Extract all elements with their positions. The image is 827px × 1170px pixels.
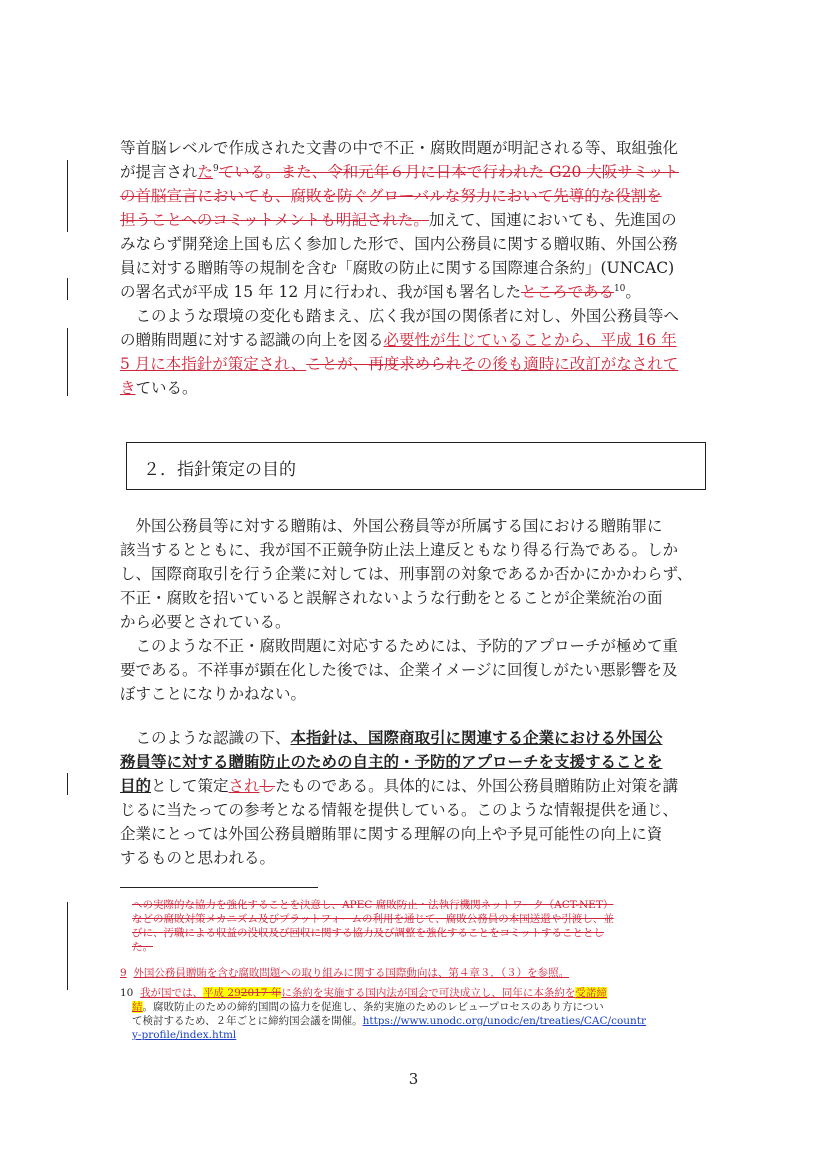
text-line: するものと思われる。	[120, 849, 276, 867]
paragraph-4	[120, 634, 712, 706]
deleted-line: びに、汚職による収益の没収及び回収に関する協力及び調整を強化することをコミットすることとし	[132, 927, 604, 939]
footnote-separator	[120, 887, 318, 888]
inserted-text: 5 月に本指針が策定され、	[120, 355, 307, 373]
text: として策定	[151, 777, 229, 795]
change-bar	[67, 328, 68, 396]
paragraph-5	[120, 726, 712, 870]
text-line	[120, 1000, 712, 1014]
inserted-text: 外国公務員贈賄を含む腐敗問題への取り組みに関する国際動向は、第４章３．（３）を参照。	[133, 967, 570, 979]
text-line	[120, 1028, 712, 1042]
inserted-text: その後も適時に改訂がなされて	[461, 355, 679, 373]
text: の署名式が平成 15 年 12 月に行われ、我が国も署名した	[120, 283, 522, 301]
text: このような認識の下、	[120, 729, 291, 747]
text: 。	[625, 283, 641, 301]
inserted-text: き	[120, 379, 136, 397]
emphasized-line: 務員等に対する贈賄防止のための自主的・予防的アプローチを支援することを	[120, 752, 663, 771]
text: て検討するため、２年ごとに締約国会議を開催。	[132, 1015, 363, 1027]
text-line	[120, 774, 712, 798]
deleted-line: などの腐敗対策メカニズム及びプラットフォームの利用を通じて、腐敗公務員の本国送還や引渡し、並	[132, 913, 614, 925]
text-line: 員に対する贈賄等の規制を含む「腐敗の防止に関する国際連合条約」(UNCAC)	[120, 259, 675, 277]
deleted-text: ところである	[521, 283, 614, 301]
text-line	[120, 280, 712, 304]
text-line: じるに当たっての参考となる情報を提供している。このような情報提供を通じ、	[120, 801, 679, 819]
change-bar	[67, 773, 68, 795]
paragraph-2	[120, 304, 712, 400]
page-number: 3	[408, 1070, 419, 1088]
emphasized-text: 目的	[120, 776, 152, 795]
inserted-text: た	[197, 163, 214, 181]
section-heading	[126, 442, 706, 490]
deleted-text: し	[259, 777, 276, 795]
text-line: 企業にとっては外国公務員贈賄罪に関する理解の向上や予見可能性の向上に資	[120, 825, 663, 843]
footnote-number: 9	[120, 967, 127, 979]
deleted-text: ている。	[218, 163, 281, 181]
inserted-text: 必要性が生じていることから、平成 16 年	[383, 331, 677, 349]
inserted-text: され	[228, 777, 260, 795]
text-line	[120, 160, 712, 184]
deleted-text: ことが、再度求められ	[306, 355, 462, 373]
text: 。腐敗防止のための締約国間の協力を促進し、条約実施のためのレビュープロセスのあり方につい	[142, 1001, 604, 1013]
deleted-line: の首脳宣言においても、腐敗を防ぐグローバルな努力において先導的な役割を	[120, 187, 662, 205]
text-line	[120, 726, 712, 750]
inserted-text: 我が国では、	[140, 987, 204, 999]
footnote-ref[interactable]: 9	[213, 163, 219, 174]
footnote-number: 10	[120, 987, 134, 999]
text: たものである。具体的には、外国公務員贈賄防止対策を講	[275, 777, 679, 795]
text-line: から必要とされている。	[120, 613, 291, 631]
change-bar	[67, 278, 68, 300]
paragraph-1	[120, 136, 712, 304]
unodc-link-continued[interactable]: y-profile/index.html	[132, 1029, 237, 1041]
footnote-ref[interactable]: 10	[613, 283, 626, 294]
unodc-link[interactable]: https://www.unodc.org/unodc/en/treaties/CAC/countr	[362, 1015, 647, 1027]
text-line: 該当するとともに、我が国不正競争防止法上違反ともなり得る行為である。しか	[120, 541, 679, 559]
deleted-text: 担うことへのコミットメントも明記された。	[120, 211, 429, 229]
text-line	[120, 986, 712, 1000]
text-line: このような環境の変化も踏まえ、広く我が国の関係者に対し、外国公務員等へ	[120, 307, 679, 325]
text-line: 等首脳レベルで作成された文書の中で不正・腐敗問題が明記される等、取組強化	[120, 139, 679, 157]
deleted-line: た。	[132, 941, 153, 953]
text-line	[120, 208, 712, 232]
footnote-continuation	[132, 898, 714, 954]
inserted-text: に条約を実施する国内法が国会で可決成立し、同年に本条約を	[281, 987, 576, 999]
text-line	[120, 352, 712, 376]
text: の贈賄問題に対する認識の向上を図る	[120, 331, 384, 349]
highlighted-text: 受諾締	[575, 987, 607, 999]
text-line: 要である。不祥事が顕在化した後では、企業イメージに回復しがたい悪影響を及	[120, 661, 678, 679]
text-line	[120, 328, 712, 352]
highlighted-text: 結	[132, 1001, 143, 1013]
text-line: このような不正・腐敗問題に対応するためには、予防的アプローチが極めて重	[120, 637, 679, 655]
text-line: みならず開発途上国も広く参加した形で、国内公務員に関する贈収賄、外国公務	[120, 235, 678, 253]
text-line	[120, 966, 712, 980]
change-bar	[67, 160, 68, 232]
text: が提言され	[120, 163, 198, 181]
text-line: 不正・腐敗を招いていると誤解されないような行動をとることが企業統治の面	[120, 589, 663, 607]
deleted-line: への実際的な協力を強化することを決意し、APEC 腐敗防止・法執行機関ネットワーク（ACT-NET）	[132, 899, 614, 911]
text: 加えて、国連においても、先進国の	[428, 211, 677, 229]
change-bar	[67, 902, 68, 990]
text-line: 外国公務員等に対する贈賄は、外国公務員等が所属する国における贈賄罪に	[120, 517, 663, 535]
text-line: し、国際商取引を行う企業に対しては、刑事罰の対象であるか否かにかかわらず、	[120, 565, 693, 583]
emphasized-text: 本指針は、国際商取引に関連する企業における外国公	[290, 728, 663, 747]
text-line	[120, 376, 712, 400]
text-line: ぼすことになりかねない。	[120, 685, 307, 703]
text: ている。	[135, 379, 198, 397]
highlighted-text: 平成 29	[203, 987, 241, 999]
footnote-9	[120, 966, 712, 980]
footnote-10	[120, 986, 712, 1042]
paragraph-3	[120, 514, 712, 634]
section-heading-text: ２．指針策定の目的	[143, 460, 296, 480]
deleted-highlighted-text: 2017 年	[240, 987, 282, 999]
text-line	[120, 1014, 712, 1028]
deleted-text: また、令和元年６月に日本で行われた G20 大阪サミット	[280, 163, 679, 181]
